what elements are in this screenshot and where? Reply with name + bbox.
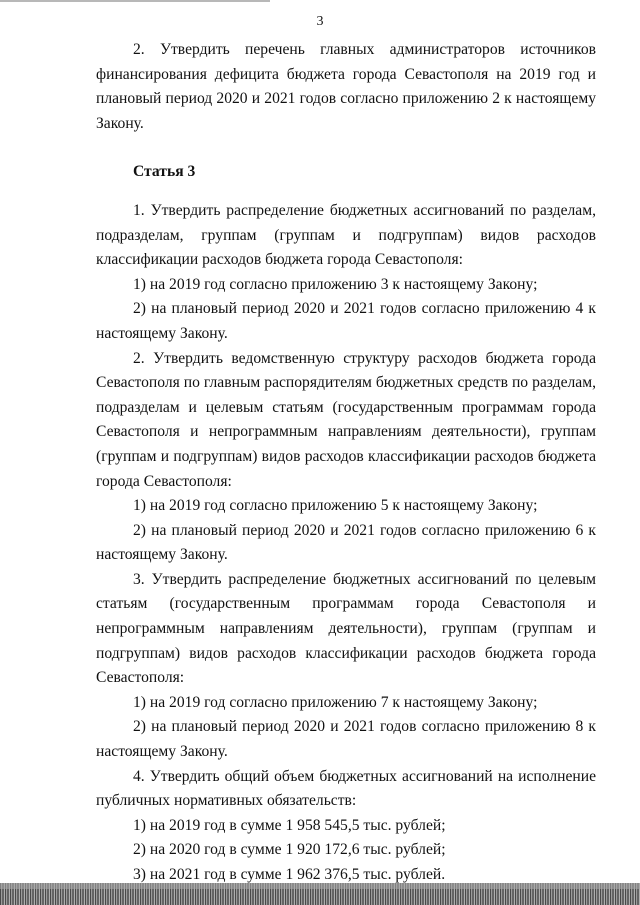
list-item: 3) на 2021 год в сумме 1 962 376,5 тыс. рублей. bbox=[133, 866, 446, 883]
list-item: 2) на плановый период 2020 и 2021 годов согласно приложению 8 к настоящему Закону. bbox=[96, 718, 596, 761]
paragraph-4-obligations: 4. Утвердить общий объем бюджетных ассигнований на исполнение публичных нормативных обязательств: bbox=[96, 767, 596, 810]
list-item: 1) на 2019 год согласно приложению 3 к настоящему Закону; bbox=[133, 275, 538, 293]
list-item: 1) на 2019 год в сумме 1 958 545,5 тыс. рублей; bbox=[133, 816, 446, 834]
list-item: 2) на плановый период 2020 и 2021 годов согласно приложению 6 к настоящему Закону. bbox=[96, 521, 596, 564]
list-item: 1) на 2019 год согласно приложению 7 к настоящему Закону; bbox=[133, 693, 538, 711]
list-item: 1) на 2019 год согласно приложению 5 к настоящему Закону; bbox=[133, 497, 538, 515]
paragraph-2-administrators: 2. Утвердить перечень главных администраторов источников финансирования дефицита бюджета города Севастополя на 2019 год и плановый период 2020 и 2021 годов согласно приложению 2 к настоящему Закону. bbox=[96, 41, 596, 132]
scan-edge-line bbox=[0, 0, 270, 2]
paragraph-2-structure: 2. Утвердить ведомственную структуру расходов бюджета города Севастополя по главным распорядителям бюджетных средств по разделам, подразделам и целевым статьям (государственным программам города Севастополя и непрограммным направлениям деятельности), группам (группам и подгруппам) видов расходов классификации расходов бюджета города Севастополя: bbox=[96, 349, 596, 490]
paragraph-1-distribution: 1. Утвердить распределение бюджетных ассигнований по разделам, подразделам, группам (группам и подгруппам) видов расходов классификации расходов бюджета города Севастополя: bbox=[96, 201, 596, 269]
scan-border-strip bbox=[0, 883, 640, 905]
list-item: 2) на плановый период 2020 и 2021 годов согласно приложению 4 к настоящему Закону. bbox=[96, 300, 596, 342]
paragraph-3-target-items: 3. Утвердить распределение бюджетных ассигнований по целевым статьям (государственным программам города Севастополя и непрограммным направлениям деятельности), группам (группам и подгруппам) видов расходов классификации расходов бюджета города Севастополя: bbox=[96, 570, 596, 687]
list-item: 2) на 2020 год в сумме 1 920 172,6 тыс. рублей; bbox=[133, 841, 446, 859]
article-heading: Статья 3 bbox=[133, 163, 196, 181]
document-body bbox=[96, 38, 596, 888]
page-number: 3 bbox=[316, 14, 324, 29]
